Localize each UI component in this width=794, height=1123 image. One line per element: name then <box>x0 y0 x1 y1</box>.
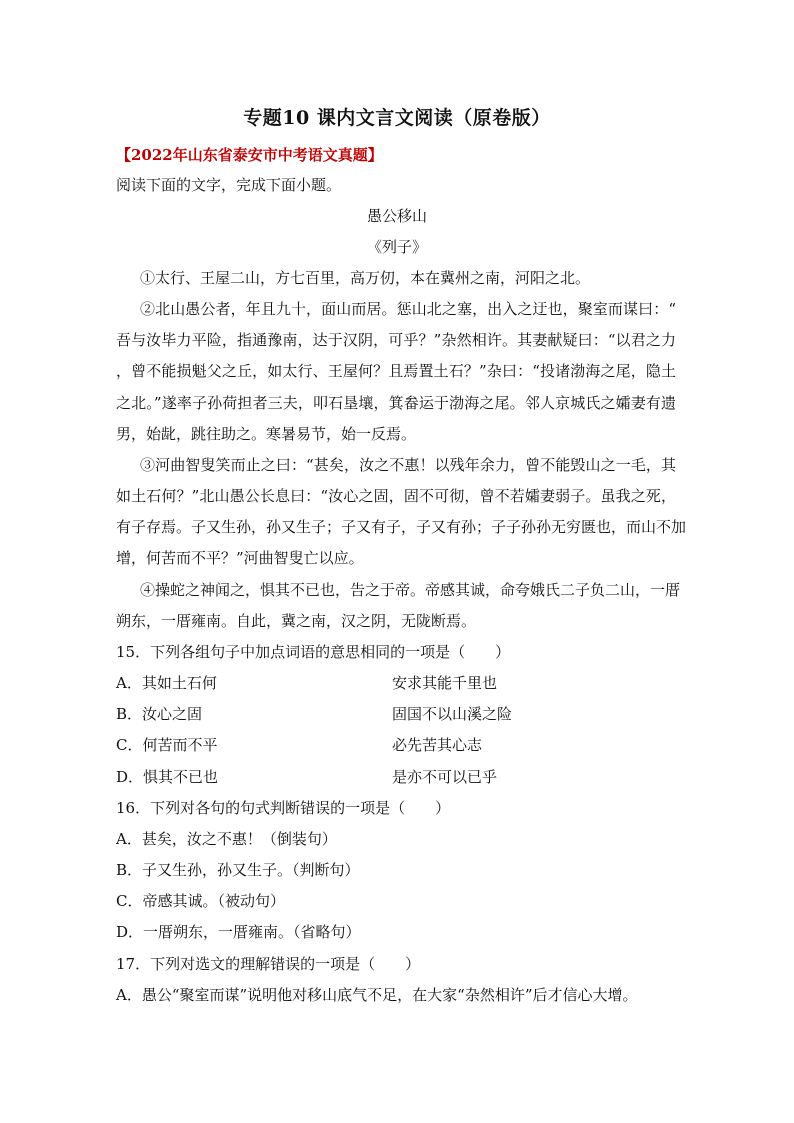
paragraph-3-line: 有子存焉。子又生孙，孙又生子；子又有子，子又有孙；子子孙孙无穷匮也，而山不加 <box>116 518 687 536</box>
exam-source: 【2022年山东省泰安市中考语文真题】 <box>116 146 383 164</box>
paragraph-4-line: ④操蛇之神闻之，惧其不已也，告之于帝。帝感其诚，命夸娥氏二子负二山，一厝 <box>140 581 681 599</box>
q17-option-a: A．愚公“聚室而谋”说明他对移山底气不足，在大家“杂然相许”后才信心大增。 <box>116 986 638 1004</box>
q15-option-c: C．何苦而不平 <box>116 736 218 754</box>
paragraph-3-line: ③河曲智叟笑而止之曰：“甚矣，汝之不惠！以残年余力，曾不能毁山之一毛，其 <box>140 456 676 474</box>
question-16-stem: 16．下列对各句的句式判断错误的一项是（ ） <box>116 799 451 817</box>
paragraph-2-line: 男，始龀，跳往助之。寒暑易节，始一反焉。 <box>116 425 417 443</box>
q15-option-d: D．惧其不已也 <box>116 768 219 786</box>
paragraph-3-line: 如土石何？”北山愚公长息曰：“汝心之固，固不可彻，曾不若孀妻弱子。虽我之死， <box>116 487 676 505</box>
paragraph-2-line: 吾与汝毕力平险，指通豫南，达于汉阴，可乎？”杂然相许。其妻献疑曰：“以君之力 <box>116 331 676 349</box>
q15-option-c-compare: 必先苦其心志 <box>392 736 483 754</box>
text-author: 《列子》 <box>366 238 427 256</box>
q15-option-b: B．汝心之固 <box>116 705 203 723</box>
paragraph-2-line: 之北。”遂率子孙荷担者三夫，叩石垦壤，箕畚运于渤海之尾。邻人京城氏之孀妻有遗 <box>116 394 676 412</box>
q16-option-b: B．子又生孙，孙又生子。（判断句） <box>116 861 360 879</box>
text-title: 愚公移山 <box>366 207 427 225</box>
paragraph-1: ①太行、王屋二山，方七百里，高万仞，本在冀州之南，河阳之北。 <box>140 269 591 287</box>
q16-option-c: C．帝感其诚。（被动句） <box>116 892 285 910</box>
q15-option-b-compare: 固国不以山溪之险 <box>392 705 513 723</box>
q15-option-d-compare: 是亦不可以已乎 <box>392 768 498 786</box>
q16-option-a: A．甚矣，汝之不惠！（倒装句） <box>116 830 337 848</box>
paragraph-3-line: 增，何苦而不平？”河曲智叟亡以应。 <box>116 549 364 567</box>
page-title: 专题10 课内文言文阅读（原卷版） <box>243 107 551 129</box>
question-15-stem: 15．下列各组句子中加点词语的意思相同的一项是（ ） <box>116 643 511 661</box>
instruction: 阅读下面的文字，完成下面小题。 <box>116 176 342 194</box>
paragraph-2-line: ②北山愚公者，年且九十，面山而居。惩山北之塞，出入之迂也，聚室而谋曰：“ <box>140 300 676 318</box>
paragraph-2-line: ，曾不能损魁父之丘，如太行、王屋何？且焉置土石？”杂曰：“投诸渤海之尾，隐土 <box>116 362 676 380</box>
q15-option-a-compare: 安求其能千里也 <box>392 674 498 692</box>
q15-option-a: A．其如土石何 <box>116 674 217 692</box>
q16-option-d: D．一厝朔东，一厝雍南。（省略句） <box>116 923 361 941</box>
question-17-stem: 17．下列对选文的理解错误的一项是（ ） <box>116 955 421 973</box>
paragraph-4-line: 朔东，一厝雍南。自此，冀之南，汉之阴，无陇断焉。 <box>116 612 477 630</box>
